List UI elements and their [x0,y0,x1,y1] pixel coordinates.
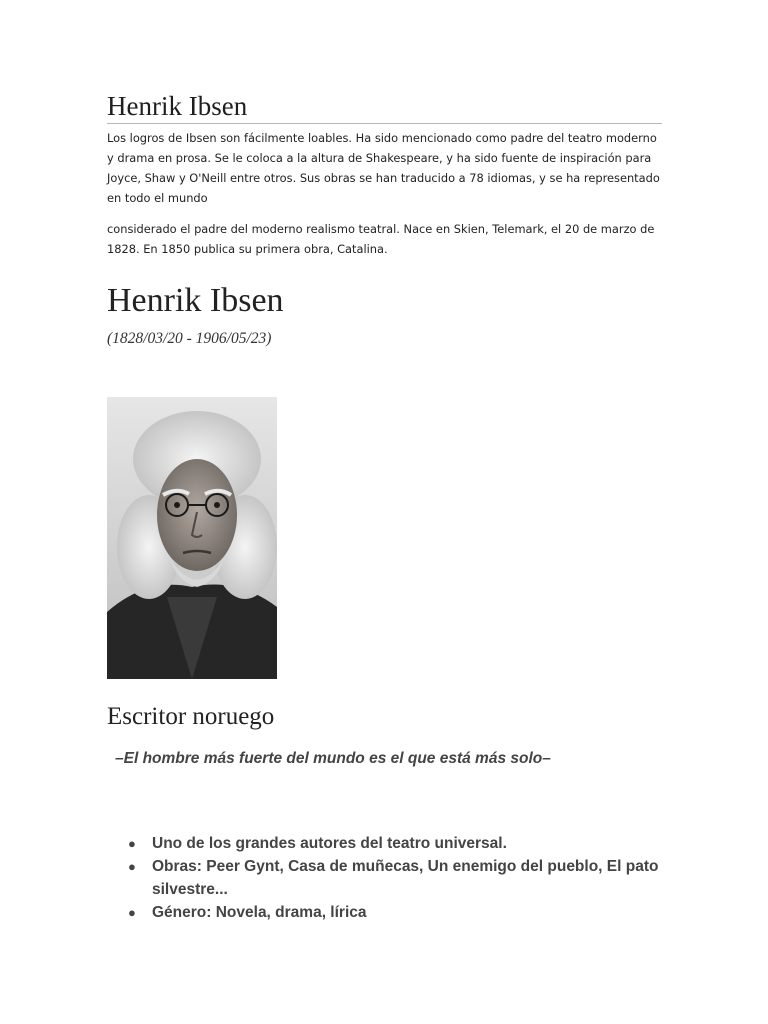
list-item [128,855,662,901]
life-dates: (1828/03/20 - 1906/05/23) [107,330,272,347]
quote: –El hombre más fuerte del mundo es el que está más solo– [115,750,551,767]
subtitle: Escritor noruego [107,703,275,730]
bullet-icon: ● [128,836,136,851]
portrait-photo [107,397,277,679]
portrait-illustration [107,397,277,679]
list-item [128,832,662,855]
fact-text: Obras: Peer Gynt, Casa de muñecas, Un enemigo del pueblo, El pato silvestre... [152,858,659,898]
fact-text: Género: Novela, drama, lírica [152,904,367,921]
bullet-icon: ● [128,859,136,874]
title: Henrik Ibsen [107,282,284,319]
paragraph-intro: Los logros de Ibsen son fácilmente loables. Ha sido mencionado como padre del teatro moderno y drama en prosa. Se le coloca a la altura de Shakespeare, y ha sido fuente de inspiración para Joyce, Shaw y O'Neill entre otros. Sus obras se han traducido a 78 idiomas, y se ha representado en todo el mundo [107,131,660,205]
fact-text: Uno de los grandes autores del teatro universal. [152,835,507,852]
list-item [128,901,662,924]
facts-list [107,832,662,924]
heading-top: Henrik Ibsen [107,90,662,124]
paragraph-realism: considerado el padre del moderno realismo teatral. Nace en Skien, Telemark, el 20 de marzo de 1828. En 1850 publica su primera obra, Catalina. [107,222,655,256]
bullet-icon: ● [128,905,136,920]
